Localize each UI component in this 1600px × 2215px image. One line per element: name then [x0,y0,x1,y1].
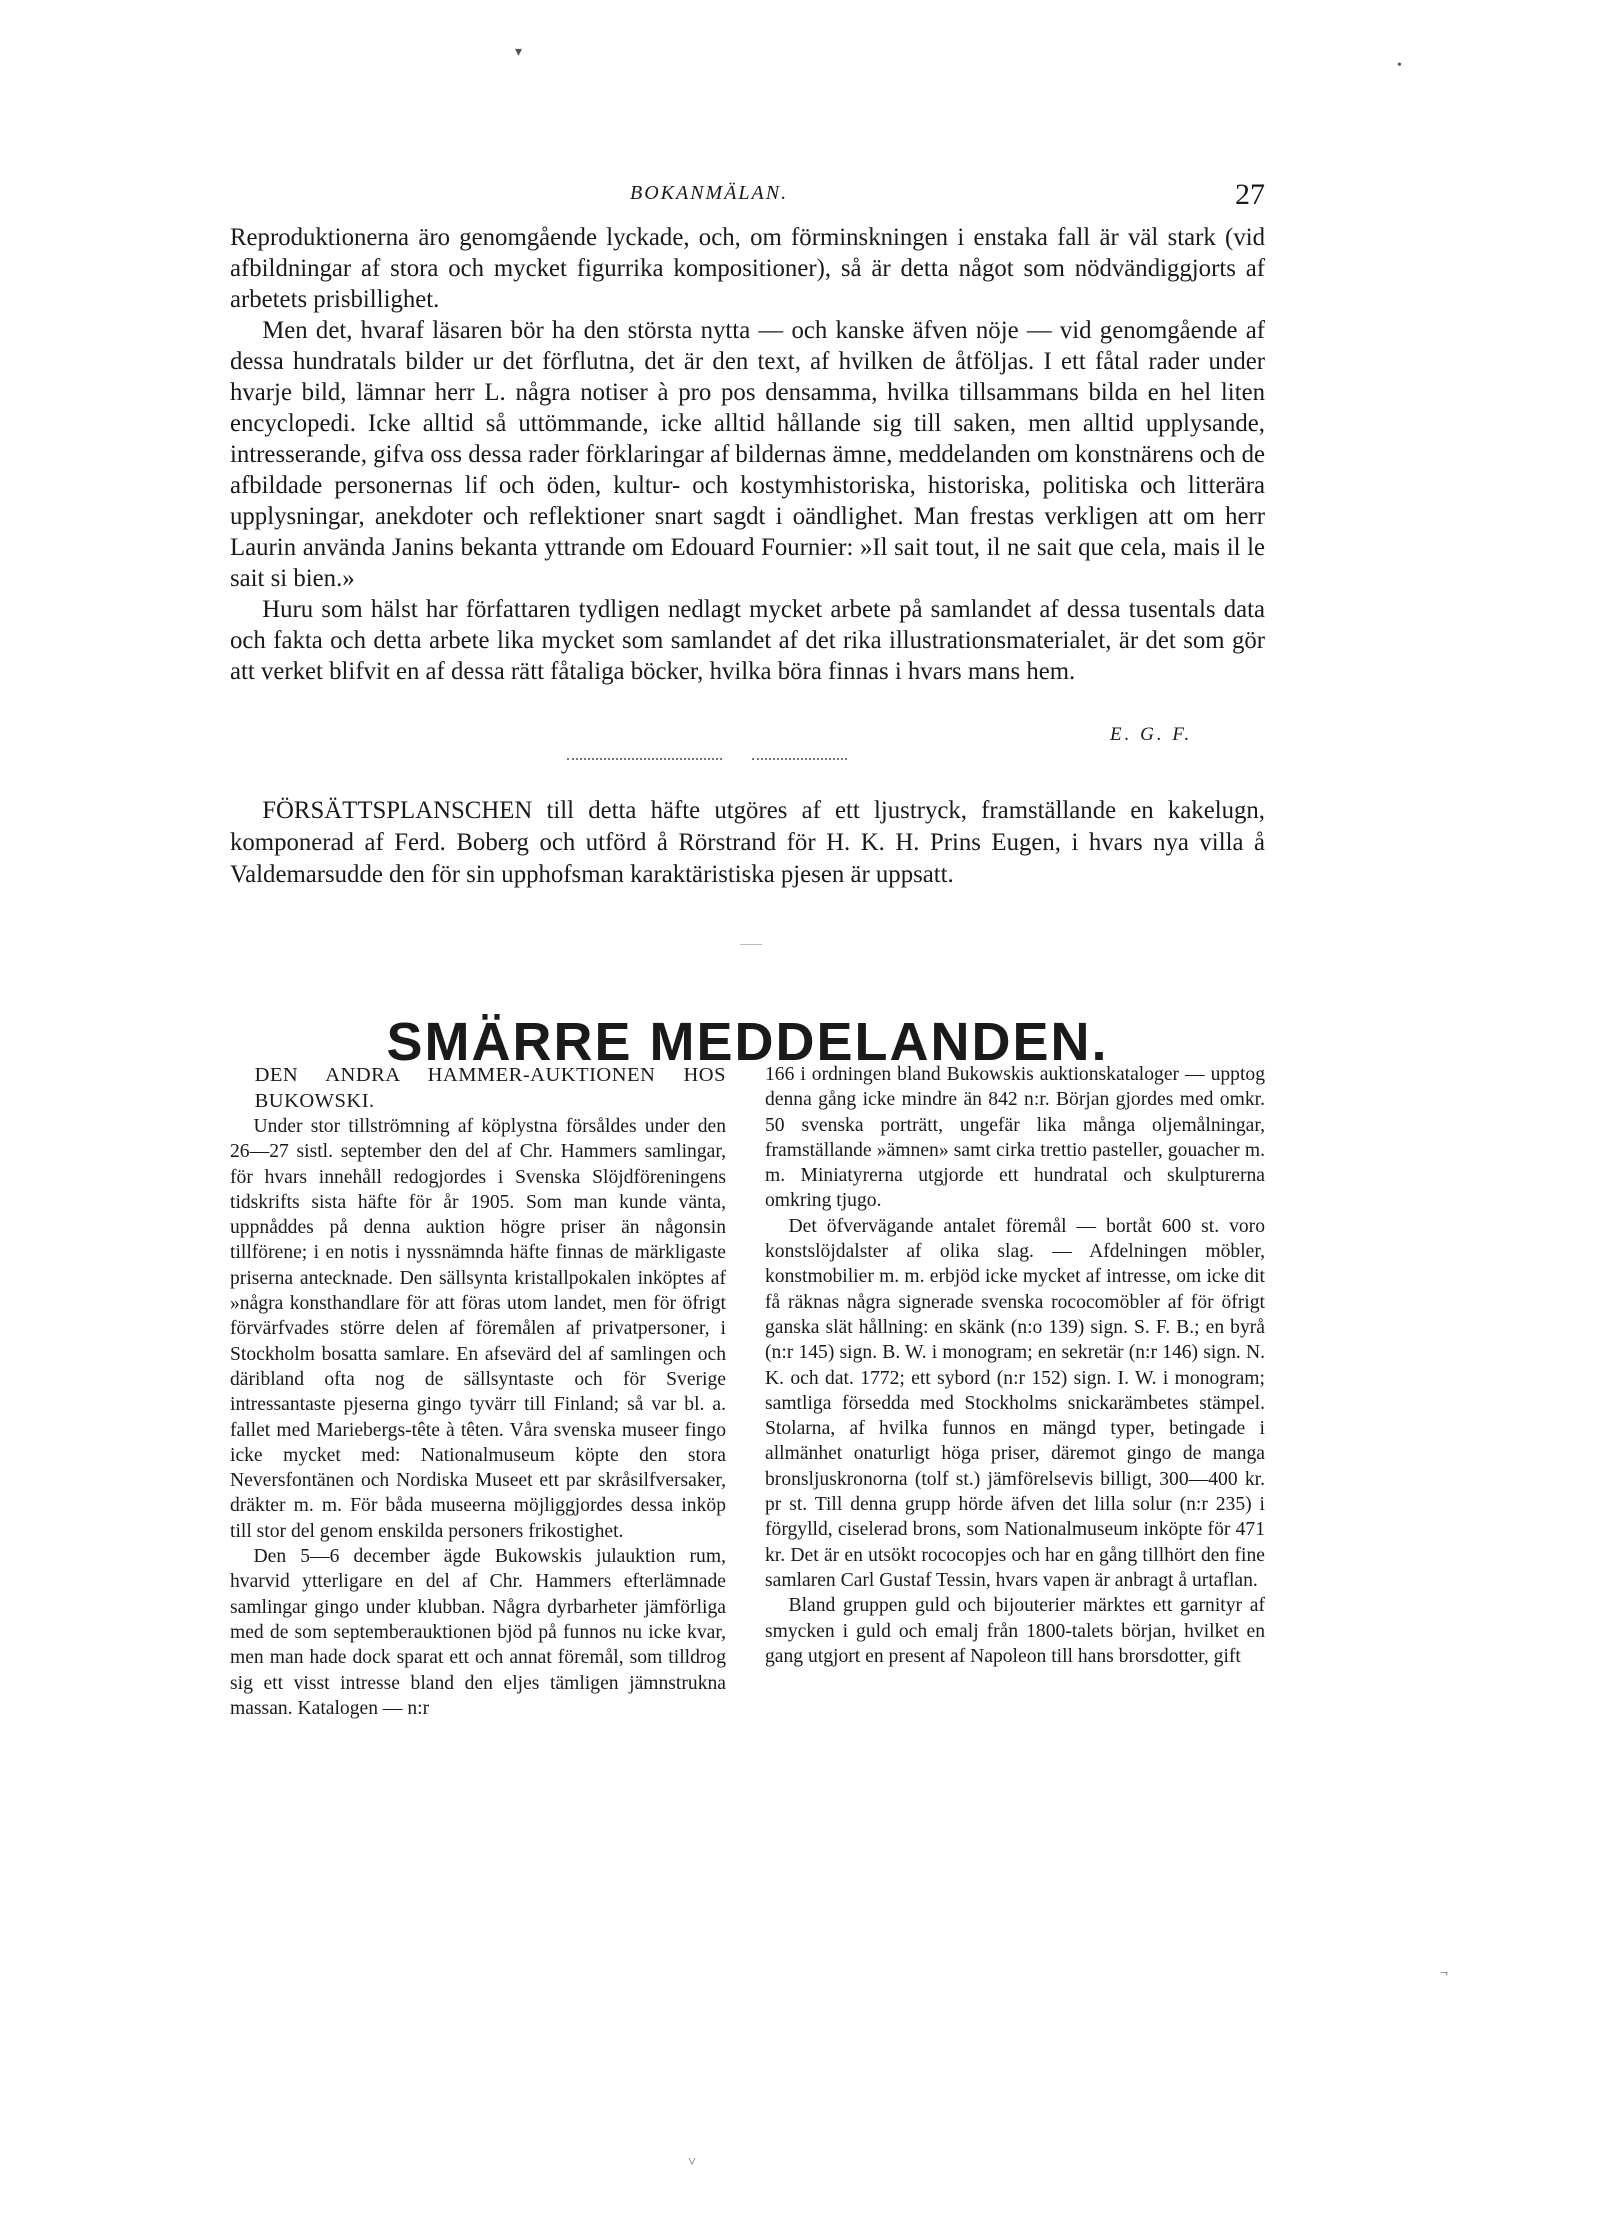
article-heading: DEN ANDRA HAMMER-AUKTIONEN HOS BUKOWSKI. [254,1064,726,1112]
article-paragraph: Det öfvervägande antalet föremål — bortåt 600 st. voro konstslöjdalster af olika slag. — Afdelningen möbler, konstmobilier m. m. erbjöd icke mycket af intresse, om icke dit få räknas några signerade svenska rococomöbler af för öfrigt ganska slät hållning: en skänk (n:o 139) sign. S. F. B.; en byrå (n:r 145) sign. B. W. i monogram; en sekretär (n:r 146) sign. N. K. och dat. 1772; ett sybord (n:r 152) sign. I. W. i monogram; samtliga försedda med Stockholms snickarämbetes stämpel. Stolarna, af hvilka funnos en mängd typer, betingade i allmänhet onaturligt höga priser, däremot gingo de manga bronsljuskronorna (tolf st.) jämförelsevis billigt, 300—400 kr. pr st. Till denna grupp hörde äfven det lilla solur (n:r 235) i förgylld, ciselerad brons, som Nationalmuseum inköpte för 471 kr. Det är en utsökt rococopjes och har en gång tillhört den fine samlaren Carl Gustaf Tessin, hvars vapen är anbragt å urtaflan. [765,1215,1265,1591]
scan-speck: • [1397,58,1402,73]
page-number: 27 [1235,178,1265,211]
running-head: BOKANMÄLAN. [630,182,789,204]
frontispiece-note [230,795,1265,891]
review-paragraph: Men det, hvaraf läsaren bör ha den största nytta — och kanske äfven nöje — vid genomgående af dessa hundratals bilder ur det förflutna, det är den text, af hvilken de åtföljas. I ett fåtal rader under hvarje bild, lämnar herr L. några notiser à pro pos densamma, hvilka tillsammans bilda en hel liten encyclopedi. Icke alltid så uttömmande, icke alltid hållande sig till saken, men alltid upplysande, intresserande, gifva oss dessa rader förklaringar af bildernas ämne, meddelanden om konstnärens och de afbildade personernas lif och öden, kultur- och kostymhistoriska, historiska, politiska och litterära upplysningar, anekdoter och reflektioner snart sagdt i oändlighet. Man frestas verkligen att om herr Laurin använda Janins bekanta yttrande om Edouard Fournier: »Il sait tout, il ne sait que cela, mais il le sait si bien.» [230,317,1265,592]
article-column-right [765,1062,1265,1669]
page-header [230,178,1265,218]
short-divider [740,944,762,945]
scan-speck: ¬ [1440,1966,1448,1981]
review-paragraph: Reproduktionerna äro genomgående lyckade, och, om förminskningen i enstaka fall är väl stark (vid afbildningar af stora och mycket figurrika kompositioner), så är detta något som nödvändiggjorts af arbetets prisbillighet. [230,224,1265,313]
scan-speck: ˅ [688,2155,696,2170]
section-divider [567,758,722,760]
article-paragraph: Under stor tillströmning af köplystna försåldes under den 26—27 sistl. september den del af Chr. Hammers samlingar, för hvars innehåll redogjordes i Svenska Slöjdföreningens tidskrifts sista häfte för år 1905. Som man kunde vänta, uppnåddes på denna auktion högre priser än någonsin tillförene; i en notis i nyssnämnda häfte finnas de märkligaste priserna antecknade. Den sällsynta kristallpokalen inköptes af »några konsthandlare för att föras utom landet, men för öfrigt förvärfvades större delen af föremålen af privatpersoner, i Stockholm bosatta samlare. En afsevärd del af samlingen och däribland ofta nog de sällsyntaste och för Sverige intressantaste pjeserna gingo tyvärr till Finland; så var bl. a. fallet med Mariebergs-tête à têten. Våra svenska museer fingo icke mycket med: Nationalmuseum köpte den stora Neversfontänen och Nordiska Museet ett par skråsilfversaker, dräkter m. m. För båda museerna möjliggjordes dessa inköp till stor del genom enskilda personers frikostighet. [230,1116,726,1542]
note-paragraph: FÖRSÄTTSPLANSCHEN till detta häfte utgöres af ett ljustryck, framställande en kakelugn, komponerad af Ferd. Boberg och utförd å Rörstrand för H. K. H. Prins Eugen, i hvars nya villa å Valdemarsudde den för sin upphofsman karaktäristiska pjesen är uppsatt. [230,797,1265,888]
section-title: SMÄRRE MEDDELANDEN. [386,1012,1109,1073]
book-review [230,222,1265,687]
article-paragraph: Bland gruppen guld och bijouterier märktes ett garnityr af smycken i guld och emalj från 1800-talets början, hvilket en gang utgjort en present af Napoleon till hans brorsdotter, gift [765,1595,1265,1667]
scan-speck: ▾ [515,45,523,60]
review-signature: E. G. F. [1110,724,1193,745]
article-column-left [230,1062,726,1721]
section-divider [752,758,847,760]
article-paragraph: 166 i ordningen bland Bukowskis auktionskataloger — upptog denna gång icke mindre än 842 n:r. Början gjordes med omkr. 50 svenska porträtt, ungefär lika många oljemålningar, framställande »ämnen» samt cirka trettio pasteller, gouacher m. m. Miniatyrerna utgjorde ett hundratal och skulpturerna omkring tjugo. [765,1064,1265,1212]
article-paragraph: Den 5—6 december ägde Bukowskis julauktion rum, hvarvid ytterligare en del af Chr. Hammers efterlämnade samlingar gingo under klubban. Några dyrbarheter jämförliga med de som septemberauktionen bjöd på funnos nu icke kvar, men man hade dock sparat ett och annat föremål, som tilldrog sig ett visst intresse bland den eljes tämligen jämnstrukna massan. Katalogen — n:r [230,1546,726,1719]
review-paragraph: Huru som hälst har författaren tydligen nedlagt mycket arbete på samlandet af dessa tusentals data och fakta och detta arbete lika mycket som samlandet af det rika illustrationsmaterialet, är det som gör att verket blifvit en af dessa rätt fåtaliga böcker, hvilka böra finnas i hvars mans hem. [230,596,1265,685]
